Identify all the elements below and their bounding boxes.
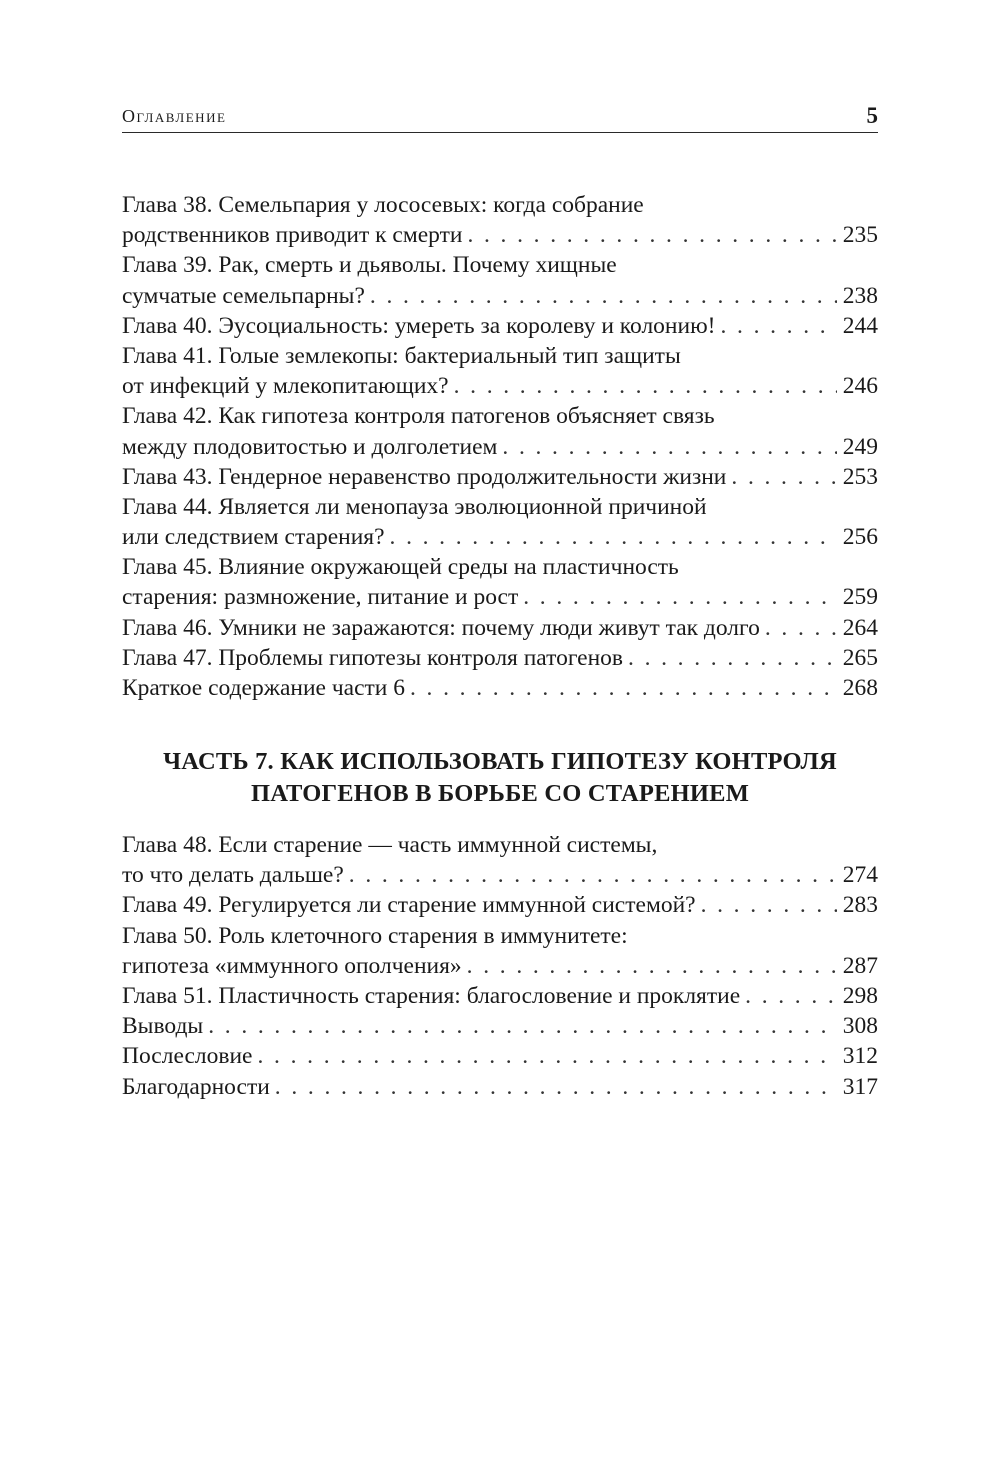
toc-page-number: 249 [842,433,878,460]
toc-entry-title: Глава 46. Умники не заражаются: почему люди живут так долго [122,614,760,641]
toc-page-number: 253 [842,463,878,490]
toc-entry-line [122,250,878,280]
toc-entry-title: Глава 51. Пластичность старения: благословение и проклятие [122,982,741,1009]
toc-entry-line [122,462,878,492]
toc-page-number: 259 [842,584,878,611]
dot-leader [349,860,837,890]
toc-entry-title: сумчатые семельпарны? [122,282,365,309]
running-head [122,100,878,133]
toc-entry-title: Глава 44. Является ли менопауза эволюционной причиной [122,493,707,520]
toc-entry [122,552,878,612]
toc-entry [122,613,878,643]
toc-entry [122,341,878,401]
toc-entry-line [122,1072,878,1102]
toc-entry [122,981,878,1011]
toc-page-number: 317 [842,1073,878,1100]
toc-entry-line [122,341,878,371]
toc-entry-title: Глава 41. Голые землекопы: бактериальный тип защиты [122,342,681,369]
toc-entry-line [122,371,878,401]
toc-entry-line [122,281,878,311]
toc-entry-line [122,830,878,860]
toc-part-7 [122,830,878,1102]
dot-leader [467,220,836,250]
toc-page-number: 256 [842,524,878,551]
toc-entry-line [122,1041,878,1071]
running-head-title: Оглавление [122,106,227,126]
toc-page-number: 308 [842,1013,878,1040]
toc-entry [122,1072,878,1102]
toc-page-number: 265 [842,644,878,671]
toc-page-number: 244 [842,312,878,339]
toc-entry [122,890,878,920]
toc-entry-title: старения: размножение, питание и рост [122,584,519,611]
dot-leader [523,582,837,612]
toc-entry-title: Глава 47. Проблемы гипотезы контроля патогенов [122,644,624,671]
toc-entry-title: Послесловие [122,1043,253,1070]
toc-entry [122,250,878,310]
toc-entry-line [122,311,878,341]
dot-leader [765,613,837,643]
toc-page-number: 283 [842,892,878,919]
toc-entry-title: или следствием старения? [122,524,385,551]
toc-entry-line [122,552,878,582]
toc-entry-title: Глава 39. Рак, смерть и дьяволы. Почему хищные [122,252,617,279]
toc-page-number: 312 [842,1043,878,1070]
dot-leader [701,890,837,920]
toc-entry-line [122,890,878,920]
page-number: 5 [866,103,878,128]
toc-entry-title: родственников приводит к смерти [122,222,463,249]
dot-leader [208,1011,837,1041]
dot-leader [390,522,837,552]
toc-entry-line [122,921,878,951]
toc-entry-title: Глава 42. Как гипотеза контроля патогенов объясняет связь [122,403,715,430]
dot-leader [720,311,836,341]
toc-entry-title: Глава 43. Гендерное неравенство продолжительности жизни [122,463,727,490]
toc-page-number: 268 [842,675,878,701]
toc-entry-title: Выводы [122,1013,204,1040]
toc-entry-title: Глава 45. Влияние окружающей среды на пластичность [122,554,679,581]
dot-leader [502,432,836,462]
toc-entry-title: Глава 50. Роль клеточного старения в иммунитете: [122,922,628,949]
toc-entry-title: Глава 38. Семельпария у лососевых: когда собрание [122,192,644,218]
toc-entry-line [122,1011,878,1041]
toc-entry-line [122,613,878,643]
dot-leader [454,371,837,401]
toc-entry-title: Глава 49. Регулируется ли старение иммунной системой? [122,892,696,919]
toc-entry-line [122,981,878,1011]
dot-leader [370,281,837,311]
toc-entry-line [122,643,878,673]
toc-entry-line [122,860,878,890]
toc-entry [122,643,878,673]
toc-entry [122,1041,878,1071]
toc-entry [122,401,878,461]
toc-entry-line [122,492,878,522]
toc-entry-title: гипотеза «иммунного ополчения» [122,952,462,979]
toc-entry-title: Благодарности [122,1073,270,1100]
toc-entry [122,311,878,341]
toc-page-number: 274 [842,862,878,889]
dot-leader [258,1041,837,1071]
part-7-heading-line-1: ЧАСТЬ 7. КАК ИСПОЛЬЗОВАТЬ ГИПОТЕЗУ КОНТРОЛЯ [163,748,837,775]
toc-entry-title: то что делать дальше? [122,862,344,889]
toc-entry [122,190,878,250]
toc-entry-title: между плодовитостью и долголетием [122,433,498,460]
toc-entry-title: Глава 48. Если старение — часть иммунной системы, [122,832,658,858]
part-7-heading-line-2: ПАТОГЕНОВ В БОРЬБЕ СО СТАРЕНИЕМ [250,780,750,807]
toc-entry-title: Краткое содержание части 6 [122,675,405,701]
toc-part-6 [122,190,878,703]
dot-leader [745,981,837,1011]
toc-entry-line [122,401,878,431]
toc-entry-line [122,432,878,462]
toc-entry-line [122,220,878,250]
dot-leader [410,673,837,703]
dot-leader [275,1072,837,1102]
dot-leader [628,643,837,673]
toc-entry-title: Глава 40. Эусоциальность: умереть за королеву и колонию! [122,312,716,339]
toc-entry [122,921,878,981]
toc-page-number: 287 [842,952,878,979]
toc-entry [122,830,878,890]
toc-entry [122,492,878,552]
toc-entry-title: от инфекций у млекопитающих? [122,373,449,400]
toc-entry [122,462,878,492]
toc-entry-line [122,951,878,981]
toc-entry [122,1011,878,1041]
toc-entry-line [122,190,878,220]
toc-entry-line [122,673,878,703]
toc-page-number: 264 [842,614,878,641]
part-7-heading [122,746,878,810]
dot-leader [731,462,836,492]
toc-page-number: 238 [842,282,878,309]
dot-leader [467,951,837,981]
toc-page-number: 246 [842,373,878,400]
toc-page-number: 235 [842,222,878,249]
toc-entry-line [122,522,878,552]
toc-page-number: 298 [842,982,878,1009]
toc-entry [122,673,878,703]
toc-entry-line [122,582,878,612]
